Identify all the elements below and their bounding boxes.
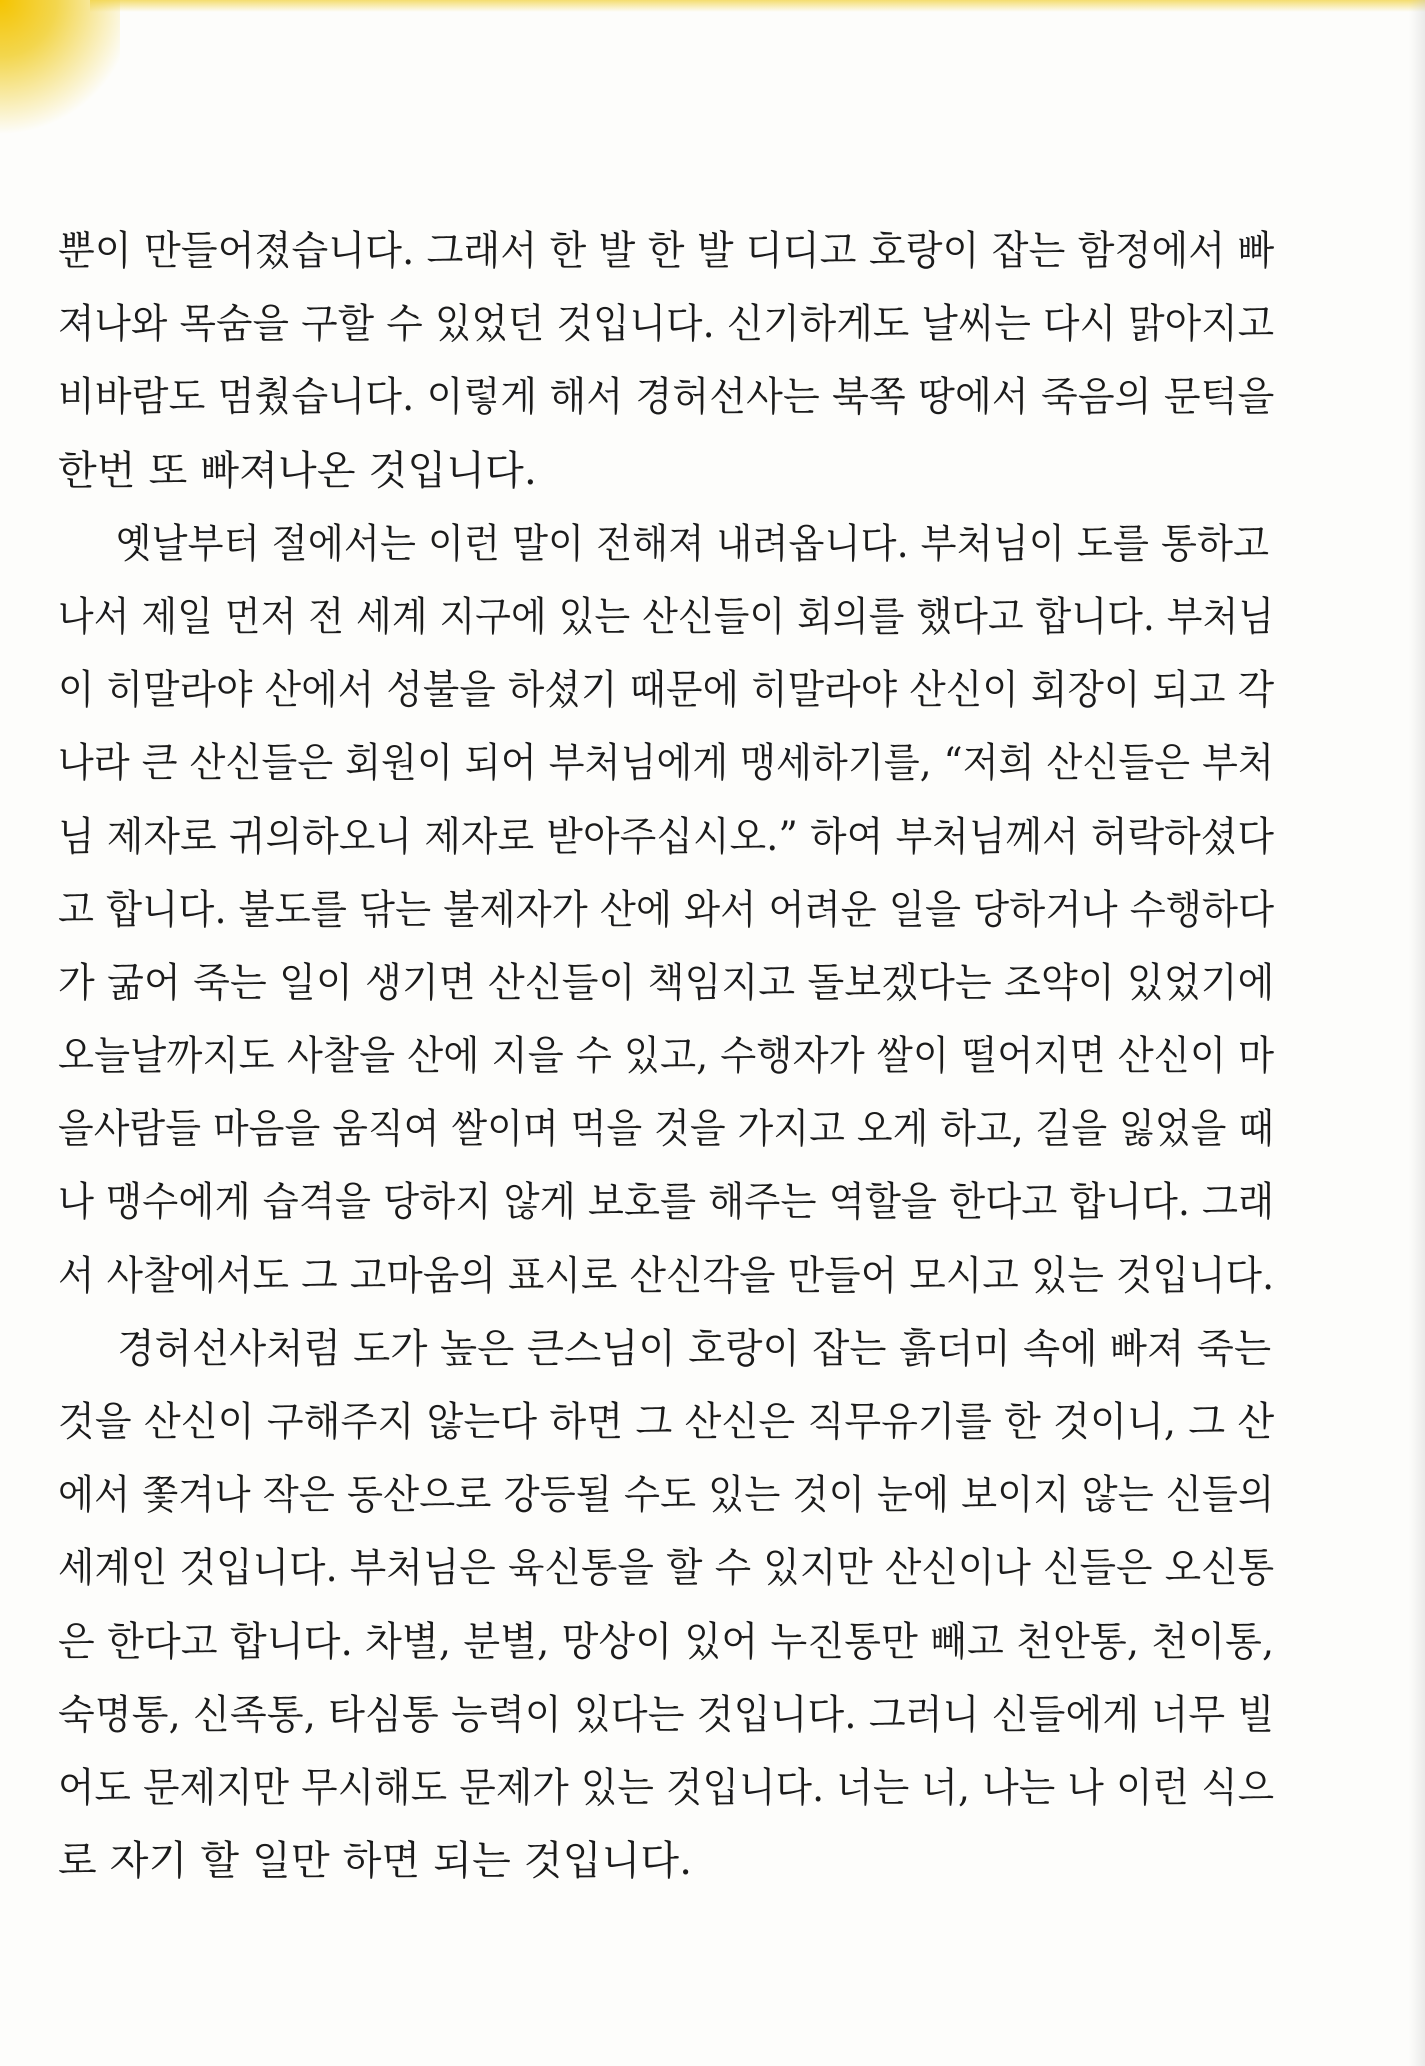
text-line-7: 이 히말라야 산에서 성불을 하셨기 때문에 히말라야 산신이 회장이 되고 각 <box>58 667 1275 714</box>
text-line-6: 나서 제일 먼저 전 세계 지구에 있는 산신들이 회의를 했다고 합니다. 부처님 <box>58 593 1275 640</box>
text-line-9: 님 제자로 귀의하오니 제자로 받아주십시오.” 하여 부처님께서 허락하셨다 <box>58 813 1275 860</box>
text-line-16: 경허선사처럼 도가 높은 큰스님이 호랑이 잡는 흙더미 속에 빠져 죽는 <box>117 1325 1272 1372</box>
page-corner-highlight <box>0 0 120 180</box>
document-page <box>58 215 1274 1898</box>
text-line-2: 져나와 목숨을 구할 수 있었던 것입니다. 신기하게도 날씨는 다시 맑아지고 <box>58 301 1275 348</box>
text-line-22: 어도 문제지만 무시해도 문제가 있는 것입니다. 너는 너, 나는 나 이런 식으 <box>58 1764 1275 1811</box>
text-line-13: 을사람들 마음을 움직여 쌀이며 먹을 것을 가지고 오게 하고, 길을 잃었을 때 <box>58 1106 1275 1153</box>
text-line-14: 나 맹수에게 습격을 당하지 않게 보호를 해주는 역할을 한다고 합니다. 그래 <box>58 1179 1275 1226</box>
right-page-edge <box>1409 0 1425 2066</box>
top-page-edge <box>90 0 1425 12</box>
text-line-15: 서 사찰에서도 그 고마움의 표시로 산신각을 만들어 모시고 있는 것입니다. <box>58 1252 1275 1299</box>
text-line-17: 것을 산신이 구해주지 않는다 하면 그 산신은 직무유기를 한 것이니, 그 산 <box>58 1399 1275 1445</box>
text-line-21: 숙명통, 신족통, 타심통 능력이 있다는 것입니다. 그러니 신들에게 너무 빌 <box>58 1691 1275 1738</box>
text-line-23: 로 자기 할 일만 하면 되는 것입니다. <box>58 1838 693 1885</box>
text-line-1: 뿐이 만들어졌습니다. 그래서 한 발 한 발 디디고 호랑이 잡는 함정에서 빠 <box>58 228 1275 274</box>
text-line-11: 가 굶어 죽는 일이 생기면 산신들이 책임지고 돌보겠다는 조약이 있었기에 <box>58 959 1275 1006</box>
text-line-8: 나라 큰 산신들은 회원이 되어 부처님에게 맹세하기를, “저희 산신들은 부처 <box>58 740 1274 787</box>
text-line-5: 옛날부터 절에서는 이런 말이 전해져 내려옵니다. 부처님이 도를 통하고 <box>115 520 1270 567</box>
text-line-10: 고 합니다. 불도를 닦는 불제자가 산에 와서 어려운 일을 당하거나 수행하다 <box>58 886 1275 933</box>
text-line-19: 세계인 것입니다. 부처님은 육신통을 할 수 있지만 산신이나 신들은 오신통 <box>58 1545 1275 1592</box>
text-line-20: 은 한다고 합니다. 차별, 분별, 망상이 있어 누진통만 빼고 천안통, 천이통, <box>58 1618 1275 1665</box>
text-line-4: 한번 또 빠져나온 것입니다. <box>58 447 537 494</box>
text-line-12: 오늘날까지도 사찰을 산에 지을 수 있고, 수행자가 쌀이 떨어지면 산신이 마 <box>58 1033 1275 1080</box>
text-line-18: 에서 쫓겨나 작은 동산으로 강등될 수도 있는 것이 눈에 보이지 않는 신들의 <box>58 1472 1275 1519</box>
text-line-3: 비바람도 멈췄습니다. 이렇게 해서 경허선사는 북쪽 땅에서 죽음의 문턱을 <box>58 374 1275 421</box>
